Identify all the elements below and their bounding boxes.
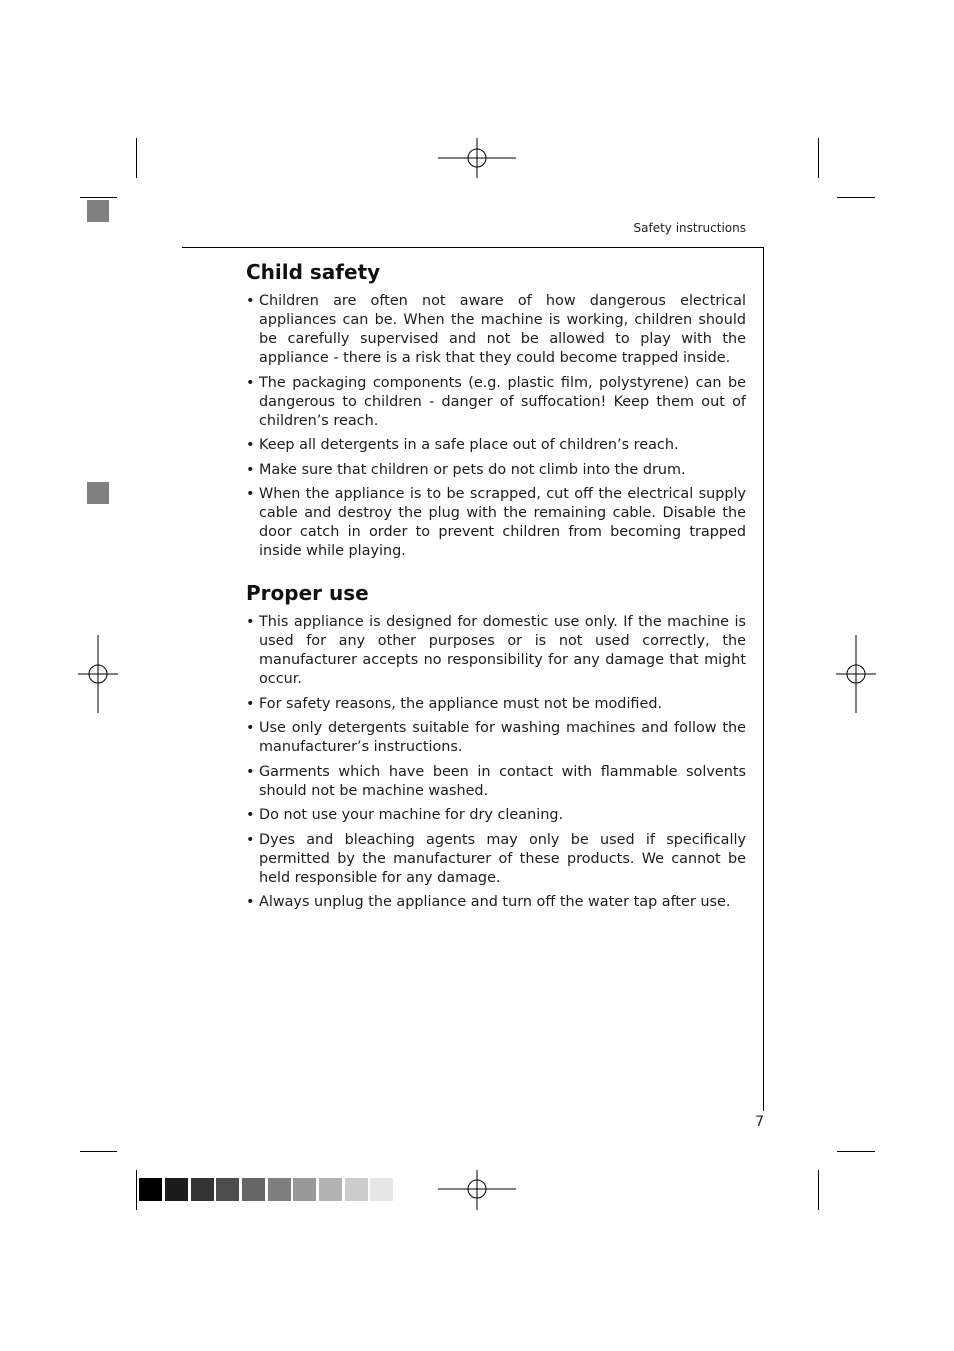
list-item: • When the appliance is to be scrapped, cut off the electrical supply cable and destroy the plug with the remaining cable. Disable the door catch in order to prevent children from becoming trapped inside while playing.	[246, 485, 746, 561]
proper-use-list	[246, 613, 746, 912]
margin-marker	[87, 200, 109, 222]
color-swatch	[370, 1178, 393, 1201]
child-safety-list	[246, 292, 746, 561]
crop-mark	[837, 197, 875, 198]
list-item: • Children are often not aware of how dangerous electrical appliances can be. When the machine is working, children should be carefully supervised and not be allowed to play with the appliance - there is a risk that they could become trapped inside.	[246, 292, 746, 368]
list-item: • Make sure that children or pets do not climb into the drum.	[246, 461, 746, 480]
color-swatch	[139, 1178, 162, 1201]
color-swatch	[191, 1178, 214, 1201]
header-rule	[182, 247, 764, 248]
color-swatch	[293, 1178, 316, 1201]
crop-mark	[80, 1151, 117, 1152]
color-swatch	[242, 1178, 265, 1201]
list-item: • The packaging components (e.g. plastic film, polystyrene) can be dangerous to children - danger of suffocation! Keep them out of children’s reach.	[246, 374, 746, 431]
color-swatch	[216, 1178, 239, 1201]
section-heading-proper-use: Proper use	[246, 581, 369, 605]
margin-marker	[87, 482, 109, 504]
color-swatch	[268, 1178, 291, 1201]
registration-mark-icon	[836, 635, 876, 713]
registration-mark-icon	[438, 138, 516, 178]
list-item: • This appliance is designed for domestic use only. If the machine is used for any other purposes or is not used correctly, the manufacturer accepts no responsibility for any damage that might occur.	[246, 613, 746, 689]
color-swatch	[319, 1178, 342, 1201]
color-swatch	[165, 1178, 188, 1201]
color-swatch	[345, 1178, 368, 1201]
crop-mark	[818, 1170, 819, 1210]
list-item: • Garments which have been in contact with flammable solvents should not be machine washed.	[246, 763, 746, 801]
list-item: • Do not use your machine for dry cleaning.	[246, 806, 746, 825]
list-item: • For safety reasons, the appliance must not be modified.	[246, 695, 746, 714]
crop-mark	[80, 197, 117, 198]
page-content	[246, 258, 746, 918]
margin-rule	[763, 247, 764, 1111]
list-item: • Use only detergents suitable for washing machines and follow the manufacturer’s instructions.	[246, 719, 746, 757]
crop-mark	[136, 1170, 137, 1210]
list-item: • Keep all detergents in a safe place out of children’s reach.	[246, 436, 746, 455]
page-number: 7	[755, 1114, 764, 1130]
running-header: Safety instructions	[633, 221, 746, 235]
registration-mark-icon	[438, 1170, 516, 1210]
registration-mark-icon	[78, 635, 118, 713]
list-item: • Always unplug the appliance and turn off the water tap after use.	[246, 893, 746, 912]
crop-mark	[837, 1151, 875, 1152]
list-item: • Dyes and bleaching agents may only be used if specifically permitted by the manufacturer of these products. We cannot be held responsible for any damage.	[246, 831, 746, 888]
section-heading-child-safety: Child safety	[246, 260, 381, 284]
crop-mark	[818, 138, 819, 178]
crop-mark	[136, 138, 137, 178]
